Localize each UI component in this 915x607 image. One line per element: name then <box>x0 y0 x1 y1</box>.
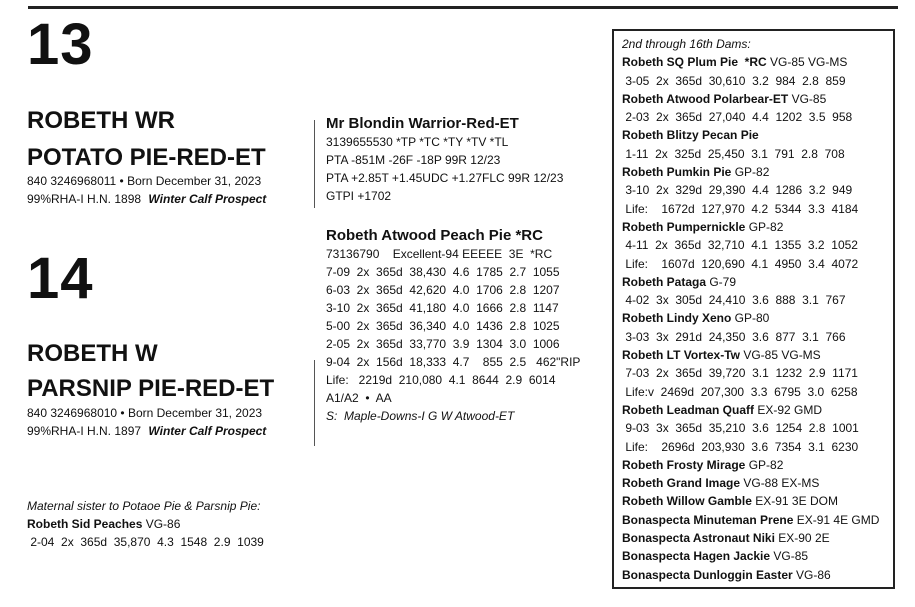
dam-entry-score: GP-82 <box>745 219 784 234</box>
dam-entry-score: EX-91 3E DOM <box>751 494 838 509</box>
dam-entry-record: 4-02 3x 305d 24,410 3.6 888 3.1 767 <box>622 293 846 308</box>
dam-entry <box>622 566 887 584</box>
dam-lifetime-record: Life: 2219d 210,080 4.1 8644 2.9 6014 <box>326 373 556 387</box>
dam-entry-score: EX-92 GMD <box>754 402 823 417</box>
sire-line: GTPI +1702 <box>326 189 392 203</box>
lot-13-name-line2: POTATO PIE-RED-ET <box>27 144 266 171</box>
dam-entry-name: Robeth SQ Plum Pie *RC <box>622 55 767 70</box>
dam-entry-score: VG-85 VG-MS <box>766 55 848 70</box>
dam-entry-record: Life: 1607d 120,690 4.1 4950 3.4 4072 <box>622 256 859 271</box>
dam-entry-name: Robeth Grand Image <box>622 476 741 491</box>
pedigree-bracket-top <box>314 120 315 208</box>
dam-entry-record: 1-11 2x 325d 25,450 3.1 791 2.8 708 <box>622 146 845 161</box>
lot-14-number: 14 <box>27 246 94 311</box>
pedigree-bracket-bottom <box>314 360 315 446</box>
dam-entry-name: Robeth Pumkin Pie <box>622 165 732 180</box>
lot-14-name-line2: PARSNIP PIE-RED-ET <box>27 375 275 402</box>
dam-entry-record: 2-03 2x 365d 27,040 4.4 1202 3.5 958 <box>622 110 853 125</box>
dam-entry-record: 7-03 2x 365d 39,720 3.1 1232 2.9 1171 <box>622 366 858 381</box>
dam-entry <box>622 90 887 108</box>
dam-entry <box>622 456 887 474</box>
lot-13-name-line1: ROBETH WR <box>27 107 175 134</box>
dam-entry-score: VG-85 <box>788 91 827 106</box>
maternal-name: Robeth Sid Peaches <box>27 517 143 531</box>
dam-entry-record: Life: 1672d 127,970 4.2 5344 3.3 4184 <box>622 201 859 216</box>
dam-a2-line: A1/A2 • AA <box>326 391 392 405</box>
dam-entry-name: Robeth Leadman Quaff <box>622 402 755 417</box>
dam-id-line: 73136790 Excellent-94 EEEEE 3E *RC <box>326 247 553 261</box>
lot-13-id-birth: 840 3246968011 • Born December 31, 2023 <box>27 174 262 188</box>
dam-entry <box>622 126 887 144</box>
dam-entry-score: GP-82 <box>745 457 784 472</box>
maternal-record: 2-04 2x 365d 35,870 4.3 1548 2.9 1039 <box>27 535 264 549</box>
dam-record: 3-10 2x 365d 41,180 4.0 1666 2.8 1147 <box>326 301 559 315</box>
dam-entry-record: 3-10 2x 329d 29,390 4.4 1286 3.2 949 <box>622 183 853 198</box>
dam-entry <box>622 401 887 419</box>
dam-entry-score: GP-80 <box>731 311 770 326</box>
dam-entry <box>622 346 887 364</box>
dams-list <box>622 53 887 584</box>
lot-13-rha-hn <box>27 190 266 208</box>
dam-entry-record: 4-11 2x 365d 32,710 4.1 1355 3.2 1052 <box>622 238 858 253</box>
dam-entry-name: Bonaspecta Hagen Jackie <box>622 549 771 564</box>
dam-entry <box>622 53 887 71</box>
lot-14-id-birth: 840 3246968010 • Born December 31, 2023 <box>27 406 263 420</box>
dam-entry-name: Robeth Pataga <box>622 274 707 289</box>
maternal-name-line <box>27 515 264 533</box>
dam-entry-record: 9-03 3x 365d 35,210 3.6 1254 2.8 1001 <box>622 421 859 436</box>
maternal-sister-block <box>27 497 264 551</box>
sire-line: PTA -851M -26F -18P 99R 12/23 <box>326 153 501 167</box>
dam-entry-score: GP-82 <box>731 165 770 180</box>
dam-entry-name: Robeth Atwood Polarbear-ET <box>622 91 789 106</box>
dams-box <box>612 29 895 589</box>
lot-14-rha-hn <box>27 422 266 440</box>
lot-14-note: Winter Calf Prospect <box>148 424 267 438</box>
dam-entry-record: 3-05 2x 365d 30,610 3.2 984 2.8 859 <box>622 73 846 88</box>
maternal-score: VG-86 <box>142 517 181 531</box>
lot-14-name-line1: ROBETH W <box>27 340 158 367</box>
dam-entry-score: G-79 <box>706 274 737 289</box>
lot-14-rha-text: 99%RHA-I H.N. 1897 <box>27 424 142 438</box>
dam-entry <box>622 547 887 565</box>
maternal-caption: Maternal sister to Potaoe Pie & Parsnip Pie: <box>27 499 261 513</box>
dam-entry-score: VG-88 EX-MS <box>740 476 820 491</box>
dam-entry-score: EX-91 4E GMD <box>793 512 880 527</box>
dam-entry <box>622 309 887 327</box>
dam-record: 2-05 2x 365d 33,770 3.9 1304 3.0 1006 <box>326 337 560 351</box>
dam-entry-score: VG-85 VG-MS <box>740 348 821 363</box>
dam-record: 9-04 2x 156d 18,333 4.7 855 2.5 462"RIP <box>326 355 581 369</box>
dam-entry-name: Robeth Frosty Mirage <box>622 457 746 472</box>
dam-entry-name: Robeth Pumpernickle <box>622 219 746 234</box>
dam-entry-name: Robeth Blitzy Pecan Pie <box>622 128 759 143</box>
dam-entry <box>622 218 887 236</box>
dam-entry <box>622 492 887 510</box>
lot-13-number: 13 <box>27 12 94 77</box>
dam-entry <box>622 273 887 291</box>
dam-entry <box>622 511 887 529</box>
top-rule <box>28 6 898 9</box>
dam-entry-name: Bonaspecta Dunloggin Easter <box>622 567 793 582</box>
dams-box-title: 2nd through 16th Dams: <box>622 37 751 51</box>
dam-entry-score: VG-86 <box>792 567 831 582</box>
dam-entry-record: Life: 2696d 203,930 3.6 7354 3.1 6230 <box>622 439 859 454</box>
dam-entry <box>622 529 887 547</box>
dam-entry-name: Bonaspecta Astronaut Niki <box>622 531 775 546</box>
dam-record: 6-03 2x 365d 42,620 4.0 1706 2.8 1207 <box>326 283 560 297</box>
dam-entry-name: Robeth Willow Gamble <box>622 494 752 509</box>
dam-entry-record: 3-03 3x 291d 24,350 3.6 877 3.1 766 <box>622 329 846 344</box>
dam-record: 5-00 2x 365d 36,340 4.0 1436 2.8 1025 <box>326 319 560 333</box>
sire-line: PTA +2.85T +1.45UDC +1.27FLC 99R 12/23 <box>326 171 564 185</box>
dam-entry <box>622 163 887 181</box>
sire-line: 3139655530 *TP *TC *TY *TV *TL <box>326 135 509 149</box>
dam-record: 7-09 2x 365d 38,430 4.6 1785 2.7 1055 <box>326 265 560 279</box>
dam-entry-name: Robeth LT Vortex-Tw <box>622 348 740 363</box>
dam-entry-record: Life:v 2469d 207,300 3.3 6795 3.0 6258 <box>622 384 858 399</box>
dam-entry-name: Robeth Lindy Xeno <box>622 311 732 326</box>
dam-sire-line: S: Maple-Downs-I G W Atwood-ET <box>326 409 515 423</box>
dam-block <box>326 226 580 425</box>
lot-13-rha-text: 99%RHA-I H.N. 1898 <box>27 192 142 206</box>
dam-entry <box>622 474 887 492</box>
lot-13-note: Winter Calf Prospect <box>148 192 267 206</box>
dam-entry-name: Bonaspecta Minuteman Prene <box>622 512 794 527</box>
sire-name: Mr Blondin Warrior-Red-ET <box>326 115 519 132</box>
dam-name: Robeth Atwood Peach Pie *RC <box>326 227 543 244</box>
dam-entry-score: EX-90 2E <box>774 531 830 546</box>
sire-block <box>326 114 563 205</box>
dam-entry-score: VG-85 <box>770 549 809 564</box>
